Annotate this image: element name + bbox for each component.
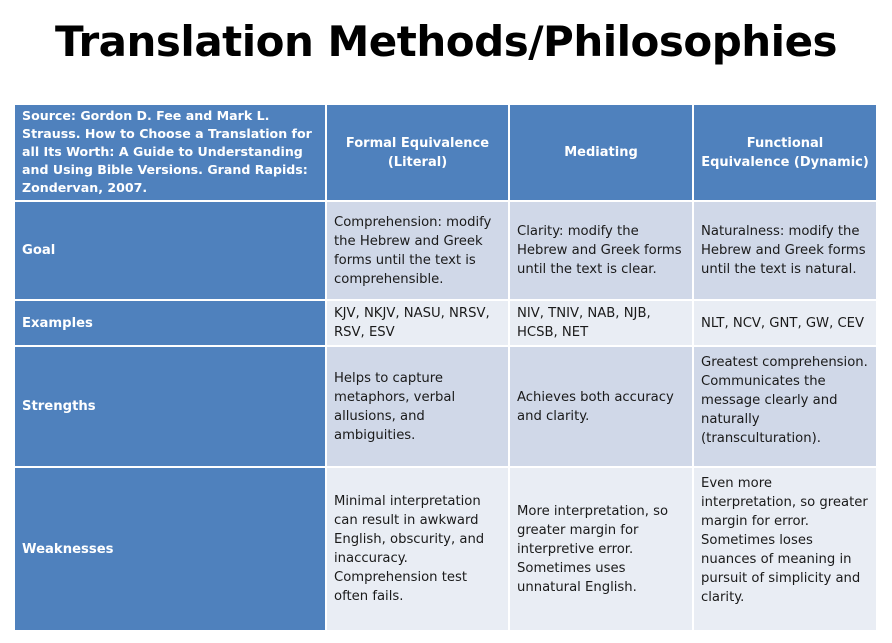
table-row-examples	[14, 300, 877, 346]
table-row-strengths	[14, 346, 877, 467]
strengths-formal-cell: Helps to capture metaphors, verbal allusions, and ambiguities.	[326, 346, 509, 467]
row-label-goal: Goal	[14, 201, 326, 300]
row-label-examples: Examples	[14, 300, 326, 346]
examples-mediating-cell: NIV, TNIV, NAB, NJB, HCSB, NET	[509, 300, 693, 346]
table-row-goal	[14, 201, 877, 300]
translation-comparison-table	[13, 103, 878, 632]
column-header-formal-equivalence: Formal Equivalence (Literal)	[326, 104, 509, 201]
column-header-mediating: Mediating	[509, 104, 693, 201]
table-row-weaknesses	[14, 467, 877, 631]
goal-formal-cell: Comprehension: modify the Hebrew and Greek forms until the text is comprehensible.	[326, 201, 509, 300]
examples-functional-cell: NLT, NCV, GNT, GW, CEV	[693, 300, 877, 346]
source-citation-cell: Source: Gordon D. Fee and Mark L. Strauss. How to Choose a Translation for all Its Worth: A Guide to Understanding and Using Bible Versions. Grand Rapids: Zondervan, 2007.	[14, 104, 326, 201]
row-label-weaknesses: Weaknesses	[14, 467, 326, 631]
examples-formal-cell: KJV, NKJV, NASU, NRSV, RSV, ESV	[326, 300, 509, 346]
table-header-row	[14, 104, 877, 201]
weaknesses-formal-cell: Minimal interpretation can result in awkward English, obscurity, and inaccuracy. Comprehension test often fails.	[326, 467, 509, 631]
weaknesses-mediating-cell: More interpretation, so greater margin for interpretive error. Sometimes uses unnatural English.	[509, 467, 693, 631]
row-label-strengths: Strengths	[14, 346, 326, 467]
goal-functional-cell: Naturalness: modify the Hebrew and Greek forms until the text is natural.	[693, 201, 877, 300]
strengths-mediating-cell: Achieves both accuracy and clarity.	[509, 346, 693, 467]
column-header-functional-equivalence: Functional Equivalence (Dynamic)	[693, 104, 877, 201]
goal-mediating-cell: Clarity: modify the Hebrew and Greek forms until the text is clear.	[509, 201, 693, 300]
strengths-functional-cell: Greatest comprehension. Communicates the message clearly and naturally (transculturation).	[693, 346, 877, 467]
slide-title: Translation Methods/Philosophies	[54, 17, 838, 66]
weaknesses-functional-cell: Even more interpretation, so greater margin for error. Sometimes loses nuances of meaning in pursuit of simplicity and clarity.	[693, 467, 877, 631]
